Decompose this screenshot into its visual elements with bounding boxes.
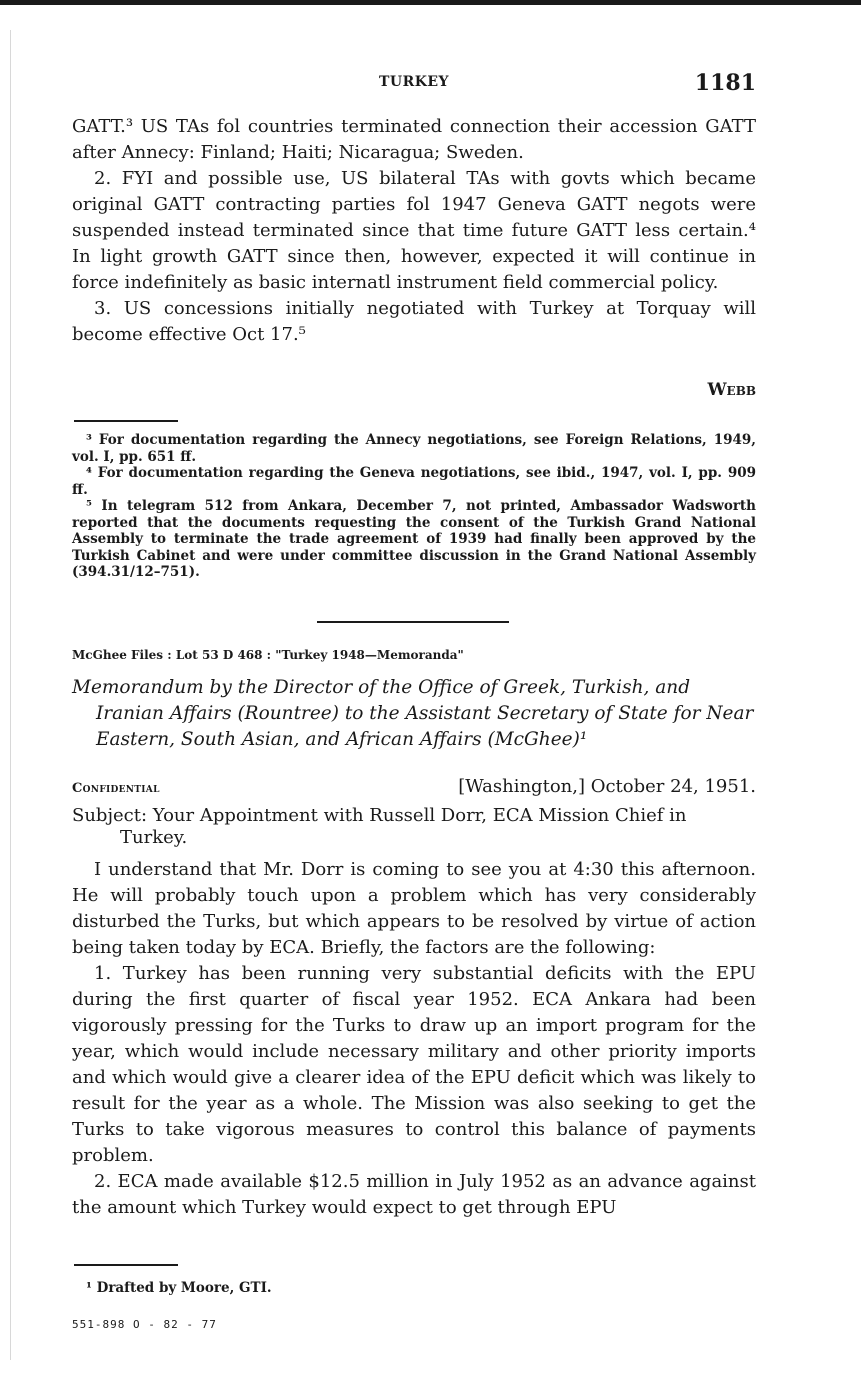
files-source-line	[72, 648, 756, 662]
footnote-4: ⁴ For documentation regarding the Geneva negotiations, see ibid., 1947, vol. I, pp. 909 ff.	[72, 465, 756, 498]
classification: Confidential	[72, 781, 160, 796]
memo-body	[72, 857, 756, 1221]
paragraph-2: 2. FYI and possible use, US bilateral TAs with govts which became original GATT contracting parties fol 1947 Geneva GATT negots were suspended instead terminated since that time future GATT less certain.⁴ In light growth GATT since then, however, expected it will continue in force indefinitely as basic internatl instrument field commercial policy.	[72, 168, 756, 293]
footnotes-top	[72, 432, 756, 581]
section-divider	[317, 621, 509, 623]
footnote-1: ¹ Drafted by Moore, GTI.	[86, 1280, 272, 1296]
signature: Webb	[707, 380, 756, 400]
footnote-rule-bottom	[74, 1264, 178, 1266]
memo-paragraph-2: 2. ECA made available $12.5 million in July 1952 as an advance against the amount which Turkey would expect to get through EPU	[72, 1171, 756, 1218]
page-number: 1181	[694, 70, 756, 96]
memo-title: Memorandum by the Director of the Office of Greek, Turkish, and Iranian Affairs (Rountree) to the Assistant Secretary of State for Near Eastern, South Asian, and African Affairs (McGhee)¹	[72, 677, 754, 750]
classification-row	[72, 776, 756, 802]
footnote-bottom-block	[72, 1280, 756, 1297]
binding-edge	[10, 30, 11, 1360]
dateline: [Washington,] October 24, 1951.	[458, 776, 756, 797]
telegram-continuation	[72, 114, 756, 348]
files-label: McGhee Files : Lot 53 D 468 : "Turkey 1948—Memoranda"	[72, 648, 464, 662]
print-code-block	[72, 1318, 756, 1331]
footnote-5: ⁵ In telegram 512 from Ankara, December 7, not printed, Ambassador Wadsworth reported that the documents requesting the consent of the Turkish Grand National Assembly to terminate the trade agreement of 1939 had finally been approved by the Turkish Cabinet and were under committee discussion in the Grand National Assembly (394.31/12–751).	[72, 498, 756, 580]
footnote-rule	[74, 420, 178, 422]
subject-block	[72, 805, 756, 849]
memo-paragraph-intro: I understand that Mr. Dorr is coming to see you at 4:30 this afternoon. He will probably touch upon a problem which has very considerably disturbed the Turks, but which appears to be resolved by virtue of action being taken today by ECA. Briefly, the factors are the following:	[72, 859, 756, 958]
print-code: 551-898 O - 82 - 77	[72, 1318, 217, 1331]
memo-heading	[72, 675, 756, 753]
footnote-3: ³ For documentation regarding the Annecy negotiations, see Foreign Relations, 1949, vol. I, pp. 651 ff.	[72, 432, 756, 465]
paragraph-3: 3. US concessions initially negotiated with Turkey at Torquay will become effective Oct 17.⁵	[72, 298, 756, 345]
page-header	[72, 70, 756, 100]
top-edge-rule	[0, 0, 861, 5]
signature-block	[72, 380, 756, 400]
memo-paragraph-1: 1. Turkey has been running very substantial deficits with the EPU during the first quarter of fiscal year 1952. ECA Ankara had been vigorously pressing for the Turks to draw up an import program for the year, which would include necessary military and other priority imports and which would give a clearer idea of the EPU deficit which was likely to result for the year as a whole. The Mission was also seeking to get the Turks to take vigorous measures to control this balance of payments problem.	[72, 963, 756, 1166]
running-head: TURKEY	[378, 74, 450, 90]
subject-line: Subject: Your Appointment with Russell Dorr, ECA Mission Chief in Turkey.	[72, 805, 687, 848]
paragraph-gatt-accession: GATT.³ US TAs fol countries terminated connection their accession GATT after Annecy: Finland; Haiti; Nicaragua; Sweden.	[72, 116, 756, 163]
